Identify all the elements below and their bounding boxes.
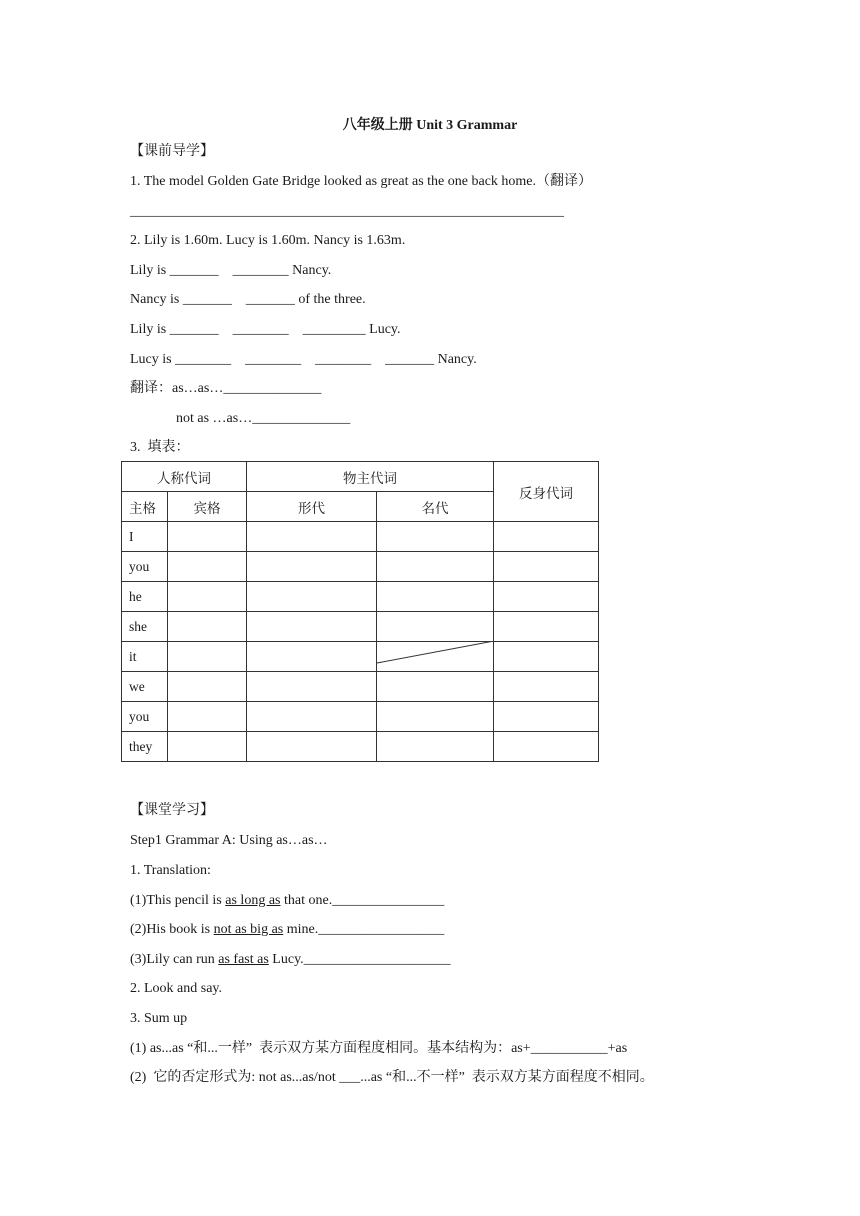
table-row [122, 702, 599, 732]
blank-cell[interactable] [377, 732, 494, 762]
blank-cell[interactable] [168, 702, 247, 732]
step-1-heading: Step1 Grammar A: Using as…as… [130, 833, 328, 848]
sentence-text: that one.________________ [280, 893, 445, 908]
blank-cell[interactable] [494, 522, 599, 552]
blank-cell[interactable] [377, 522, 494, 552]
header-possessive-pronoun: 物主代词 [247, 462, 494, 492]
blank-cell[interactable] [168, 582, 247, 612]
translate-not-as-as: not as …as…______________ [176, 411, 351, 426]
blank-cell[interactable] [168, 522, 247, 552]
diagonal-slash-line [377, 642, 494, 672]
sentence-text: Lucy._____________________ [268, 952, 451, 967]
table-row [122, 582, 599, 612]
blank-cell[interactable] [168, 552, 247, 582]
blank-cell[interactable] [377, 552, 494, 582]
sum-up-heading: 3. Sum up [130, 1011, 188, 1026]
header-personal-pronoun: 人称代词 [122, 462, 247, 492]
blank-cell[interactable] [247, 582, 377, 612]
blank-cell[interactable] [377, 672, 494, 702]
sum-up-rule-2: (2) 它的否定形式为: not as...as/not ___...as “和...不一样” 表示双方某方面程度不相同。 [130, 1070, 654, 1085]
blank-cell[interactable] [494, 642, 599, 672]
translate-as-as: 翻译：as…as…______________ [130, 381, 322, 396]
translation-item-3 [130, 951, 451, 969]
header-reflexive-pronoun: 反身代词 [494, 462, 599, 522]
pronoun-cell: they [122, 732, 168, 762]
blank-cell[interactable] [494, 582, 599, 612]
header-object-case: 宾格 [168, 492, 247, 522]
pronoun-cell: I [122, 522, 168, 552]
sentence-text: (3)Lily can run [130, 952, 219, 967]
blank-cell[interactable] [494, 672, 599, 702]
question-3: 3. 填表： [130, 440, 190, 455]
pronoun-table [121, 461, 599, 762]
translation-item-1 [130, 892, 444, 910]
pronoun-cell: we [122, 672, 168, 702]
pronoun-cell: she [122, 612, 168, 642]
blank-cell[interactable] [494, 552, 599, 582]
blank-cell[interactable] [247, 732, 377, 762]
pronoun-cell: you [122, 552, 168, 582]
blank-cell[interactable] [247, 642, 377, 672]
blank-cell[interactable] [247, 612, 377, 642]
page-title: 八年级上册 Unit 3 Grammar [342, 118, 518, 133]
translation-heading: 1. Translation: [130, 863, 211, 878]
question-2-line: Nancy is _______ _______ of the three. [130, 292, 366, 307]
table-row [122, 732, 599, 762]
question-2-line: Lily is _______ ________ _________ Lucy. [130, 322, 401, 337]
header-subject-case: 主格 [122, 492, 168, 522]
look-and-say: 2. Look and say. [130, 981, 223, 996]
sentence-text: (1)This pencil is [130, 893, 226, 908]
blank-cell[interactable] [377, 582, 494, 612]
section-heading-preview: 【课前导学】 [130, 144, 214, 159]
table-row [122, 552, 599, 582]
blank-cell[interactable] [247, 702, 377, 732]
question-1: 1. The model Golden Gate Bridge looked as great as the one back home.（翻译） [130, 174, 593, 189]
header-adjectival-possessive: 形代 [247, 492, 377, 522]
crossed-out-cell [377, 642, 494, 672]
table-row [122, 672, 599, 702]
blank-cell[interactable] [247, 552, 377, 582]
table-row [122, 642, 599, 672]
blank-cell[interactable] [247, 522, 377, 552]
table-row [122, 612, 599, 642]
translation-item-2 [130, 921, 444, 939]
sentence-text: (2)His book is [130, 922, 214, 937]
question-2-line: Lucy is ________ ________ ________ _______ Nancy. [130, 352, 477, 367]
underlined-phrase: as fast as [218, 952, 269, 967]
sum-up-rule-1: (1) as...as “和...一样” 表示双方某方面程度相同。基本结构为：as+___________+as [130, 1041, 628, 1056]
question-2-line: Lily is _______ ________ Nancy. [130, 263, 332, 278]
table-row [122, 522, 599, 552]
blank-cell[interactable] [377, 702, 494, 732]
blank-cell[interactable] [247, 672, 377, 702]
sentence-text: mine.__________________ [283, 922, 445, 937]
pronoun-cell: he [122, 582, 168, 612]
pronoun-cell: you [122, 702, 168, 732]
blank-cell[interactable] [168, 612, 247, 642]
question-1-blank: ______________________________________________________________ [130, 204, 564, 219]
underlined-phrase: not as big as [213, 922, 284, 937]
section-heading-classroom: 【课堂学习】 [130, 803, 214, 818]
blank-cell[interactable] [168, 672, 247, 702]
pronoun-cell: it [122, 642, 168, 672]
header-nominal-possessive: 名代 [377, 492, 494, 522]
blank-cell[interactable] [494, 612, 599, 642]
underlined-phrase: as long as [225, 893, 281, 908]
blank-cell[interactable] [494, 732, 599, 762]
question-2: 2. Lily is 1.60m. Lucy is 1.60m. Nancy is 1.63m. [130, 233, 406, 248]
blank-cell[interactable] [377, 612, 494, 642]
blank-cell[interactable] [168, 732, 247, 762]
blank-cell[interactable] [168, 642, 247, 672]
blank-cell[interactable] [494, 702, 599, 732]
